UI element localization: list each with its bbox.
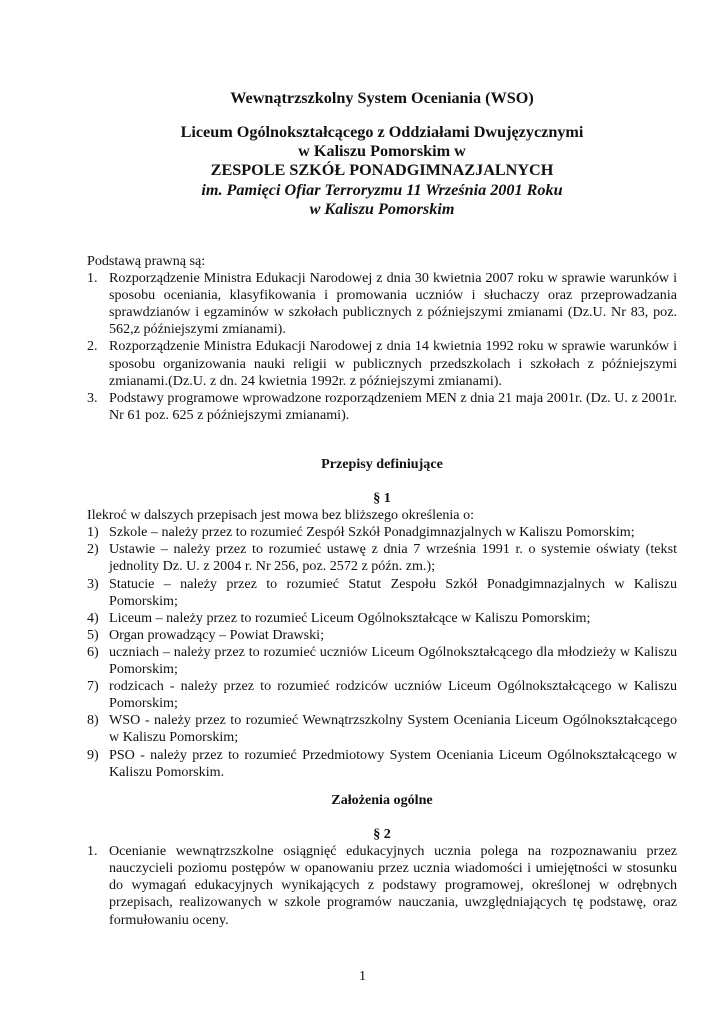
list-item-text: PSO - należy przez to rozumieć Przedmiotowy System Oceniania Liceum Ogólnokształcącego w Kaliszu Pomorskim. — [109, 746, 677, 780]
list-item — [87, 644, 677, 678]
list-item-number: 9) — [87, 746, 99, 763]
page-number: 1 — [358, 968, 367, 984]
list-item-text: WSO - należy przez to rozumieć Wewnątrzszkolny System Oceniania Liceum Ogólnokształcącego w Kaliszu Pomorskim; — [109, 712, 677, 746]
list-item — [87, 576, 677, 610]
general-section — [87, 792, 677, 929]
list-item — [87, 390, 677, 424]
list-item — [87, 712, 677, 746]
list-item — [87, 338, 677, 389]
list-item-number: 7) — [87, 678, 99, 695]
section-heading: Założenia ogólne — [331, 792, 433, 808]
list-item-text: Organ prowadzący – Powiat Drawski; — [109, 626, 325, 643]
list-item-text: Statucie – należy przez to rozumieć Statut Zespołu Szkół Ponadgimnazjalnych w Kaliszu Pomorskim; — [109, 575, 677, 609]
definitions-list — [87, 524, 677, 780]
list-item-text: uczniach – należy przez to rozumieć uczniów Liceum Ogólnokształcącego dla młodzieży w Kaliszu Pomorskim; — [109, 643, 677, 678]
document-title: Wewnątrzszkolny System Oceniania (WSO) — [230, 89, 534, 107]
list-item-text: Ustawie – należy przez to rozumieć ustawę z dnia 7 września 1991 r. o systemie oświaty (tekst jednolity Dz. U. z 2004 r. Nr 256, poz. 2572 z późn. zm.); — [109, 541, 677, 575]
general-list — [87, 843, 677, 928]
list-item — [87, 524, 677, 541]
subtitle-line: ZESPOLE SZKÓŁ PONADGIMNAZJALNYCH — [210, 161, 554, 180]
legal-basis-list — [87, 270, 677, 424]
subtitle-italic-line: im. Pamięci Ofiar Terroryzmu 11 Września 2001 Roku — [201, 180, 563, 199]
list-item — [87, 747, 677, 781]
list-item — [87, 610, 677, 627]
paragraph-symbol: § 1 — [373, 490, 391, 507]
subtitle-line: w Kaliszu Pomorskim w — [298, 142, 466, 161]
section-heading: Przepisy definiujące — [321, 456, 443, 472]
list-item-text: Szkole – należy przez to rozumieć Zespół Szkół Ponadgimnazjalnych w Kaliszu Pomorskim; — [109, 524, 635, 541]
list-item-text: Rozporządzenie Ministra Edukacji Narodowej z dnia 30 kwietnia 2007 roku w sprawie warunków i sposobu oceniania, klasyfikowania i promowania uczniów i słuchaczy oraz przeprowadzania sprawdzianów i egzaminów w szkołach publicznych z późniejszymi zmianami (Dz.U. Nr 83, poz. 562,z późniejszymi zmianami). — [109, 270, 677, 338]
list-item-number: 1) — [87, 524, 99, 541]
list-item-number: 5) — [87, 626, 99, 643]
list-item-text: Rozporządzenie Ministra Edukacji Narodowej z dnia 14 kwietnia 1992 roku w sprawie warunków i sposobu organizowania nauki religii w publicznych przedszkolach i szkołach z późniejszymi zmianami.(Dz.U. z dn. 24 kwietnia 1992r. z późniejszymi zmianami). — [109, 338, 677, 389]
list-item-number: 3. — [87, 389, 98, 406]
list-item-number: 1. — [87, 843, 98, 860]
list-item-number: 4) — [87, 609, 99, 626]
subtitle-line: Liceum Ogólnokształcącego z Oddziałami Dwujęzycznymi — [180, 123, 584, 141]
list-item-number: 6) — [87, 643, 99, 660]
list-item-text: Podstawy programowe wprowadzone rozporządzeniem MEN z dnia 21 maja 2001r. (Dz. U. z 2001r. Nr 61 poz. 625 z późniejszymi zmianami). — [109, 389, 677, 423]
paragraph-symbol: § 2 — [373, 826, 391, 843]
list-item-text: Ocenianie wewnątrzszkolne osiągnięć edukacyjnych ucznia polega na rozpoznawaniu przez nauczycieli poziomu postępów w opanowaniu przez ucznia wiadomości i umiejętności w stosunku do wymagań edukacyjnych wynikających z podstawy programowej, określonej w odrębnych przepisach, realizowanych w szkole programów nauczania, uwzględniających tę podstawę, oraz formułowaniu oceny. — [109, 843, 677, 928]
list-item-number: 3) — [87, 575, 99, 592]
document-subtitle — [87, 123, 677, 219]
definitions-section — [87, 456, 677, 781]
list-item — [87, 843, 677, 928]
list-item-number: 2. — [87, 338, 98, 355]
legal-basis-section — [87, 253, 677, 424]
list-item — [87, 541, 677, 575]
legal-basis-intro: Podstawą prawną są: — [87, 253, 206, 269]
definitions-intro: Ilekroć w dalszych przepisach jest mowa bez bliższego określenia o: — [87, 507, 475, 524]
list-item-text: rodzicach - należy przez to rozumieć rodziców uczniów Liceum Ogólnokształcącego w Kaliszu Pomorskim; — [109, 678, 677, 712]
list-item — [87, 270, 677, 338]
list-item — [87, 678, 677, 712]
subtitle-italic-line: w Kaliszu Pomorskim — [309, 199, 455, 218]
list-item-number: 2) — [87, 541, 99, 558]
list-item — [87, 627, 677, 644]
list-item-text: Liceum – należy przez to rozumieć Liceum Ogólnokształcące w Kaliszu Pomorskim; — [109, 609, 591, 626]
list-item-number: 1. — [87, 270, 98, 287]
list-item-number: 8) — [87, 712, 99, 729]
